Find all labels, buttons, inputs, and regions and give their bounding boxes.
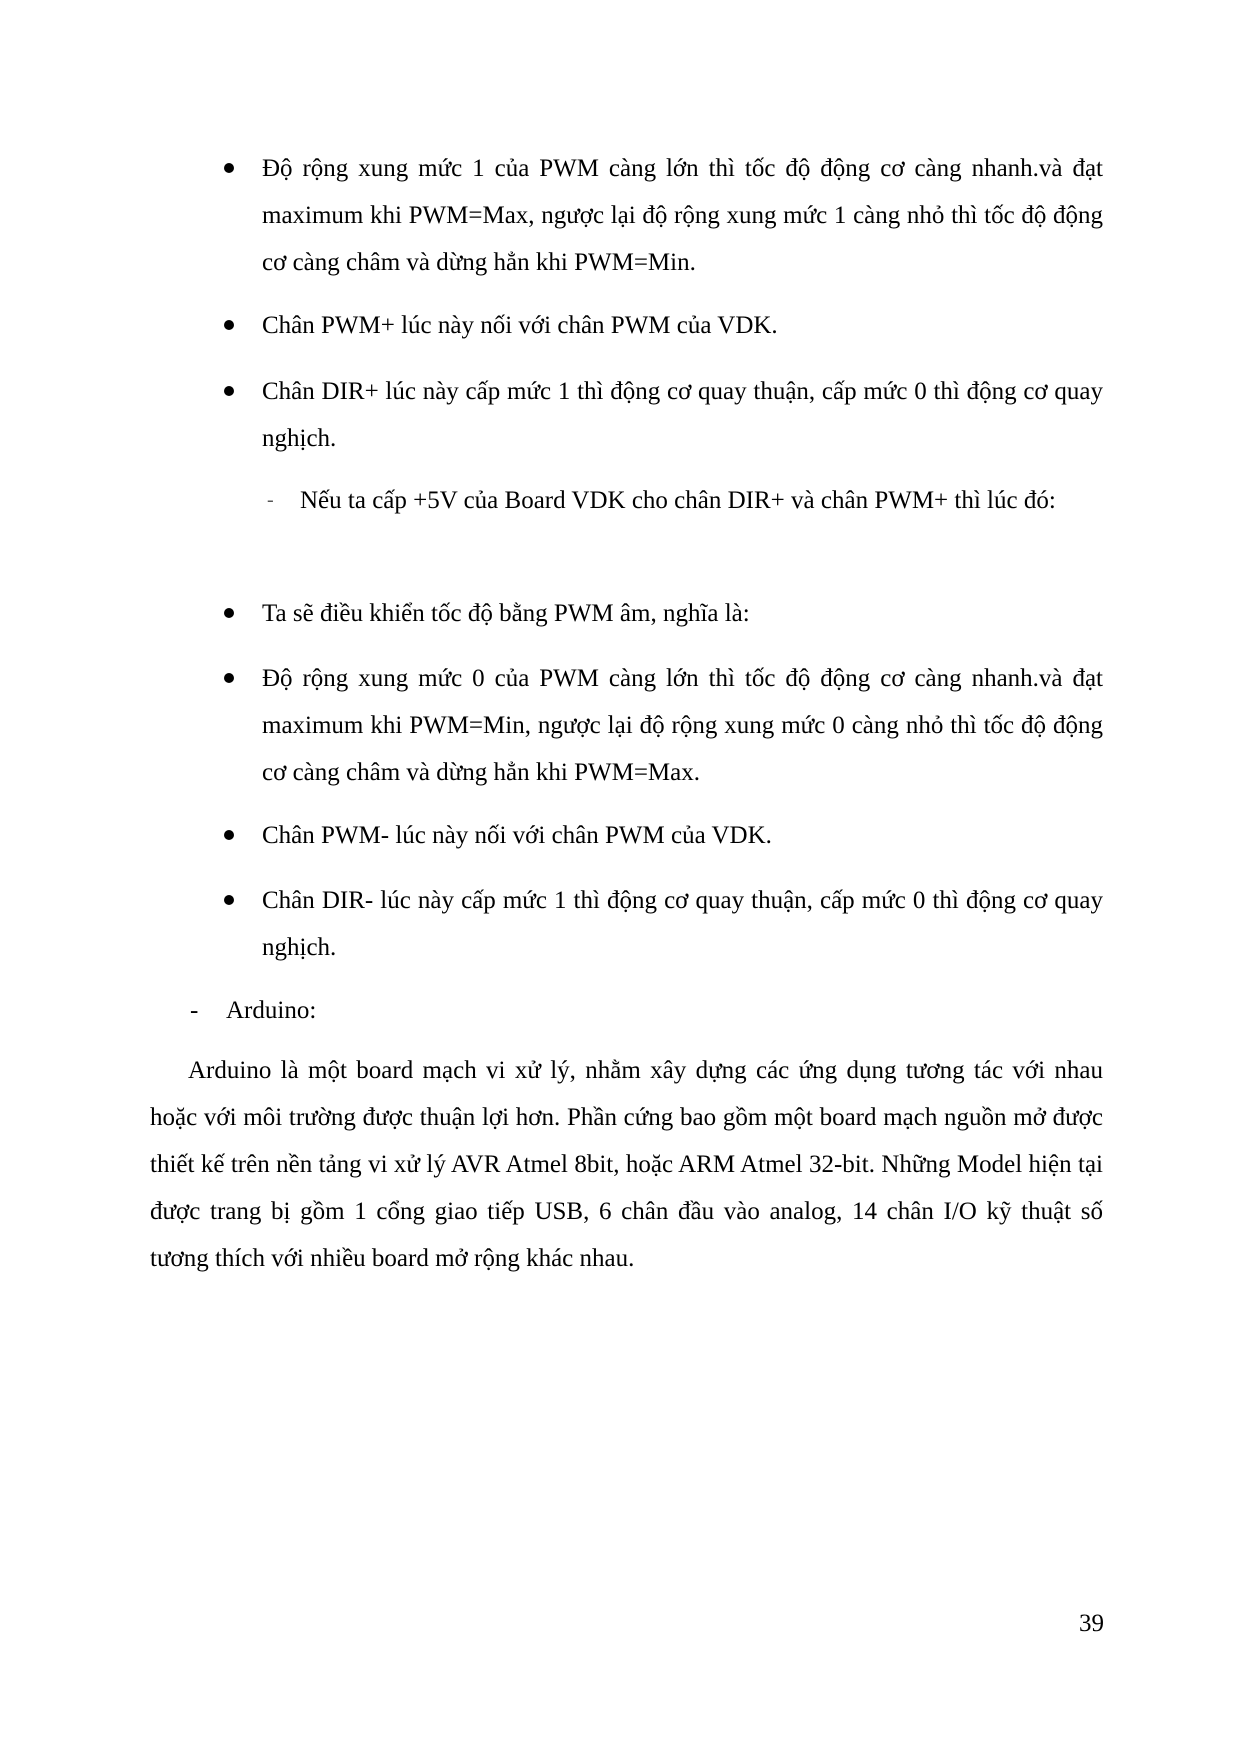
bullet-item xyxy=(218,812,1103,859)
bullet-text: Chân PWM- lúc này nối với chân PWM của VDK. xyxy=(262,822,772,849)
bullet-dot-icon xyxy=(224,673,234,683)
bullet-dot-icon xyxy=(224,320,234,330)
bullet-text: Chân DIR- lúc này cấp mức 1 thì động cơ quay thuận, cấp mức 0 thì động cơ quay nghịch. xyxy=(262,887,1103,961)
bullet-dot-icon xyxy=(224,386,234,396)
bullet-dot-icon xyxy=(224,830,234,840)
bullet-item xyxy=(218,590,1103,637)
bullet-text: Chân DIR+ lúc này cấp mức 1 thì động cơ quay thuận, cấp mức 0 thì động cơ quay nghịch. xyxy=(262,378,1103,452)
bullet-item xyxy=(218,877,1103,971)
bullet-item xyxy=(218,145,1103,286)
bullet-dot-icon xyxy=(224,895,234,905)
sub-dash-text: Nếu ta cấp +5V của Board VDK cho chân DIR+ và chân PWM+ thì lúc đó: xyxy=(300,487,1056,514)
sub-dash-item xyxy=(262,477,1103,524)
bullet-text: Ta sẽ điều khiển tốc độ bằng PWM âm, nghĩa là: xyxy=(262,600,750,627)
section-heading xyxy=(190,987,1090,1034)
page-number: 39 xyxy=(1079,1610,1104,1637)
bullet-item xyxy=(218,368,1103,462)
dash-marker: - xyxy=(190,997,199,1024)
dash-marker: - xyxy=(267,489,274,511)
bullet-dot-icon xyxy=(224,608,234,618)
bullet-dot-icon xyxy=(224,163,234,173)
body-paragraph: Arduino là một board mạch vi xử lý, nhằm xây dựng các ứng dụng tương tác với nhau hoặc với môi trường được thuận lợi hơn. Phần cứng bao gồm một board mạch nguồn mở được thiết kế trên nền tảng vi xử lý AVR Atmel 8bit, hoặc ARM Atmel 32-bit. Những Model hiện tại được trang bị gồm 1 cổng giao tiếp USB, 6 chân đầu vào analog, 14 chân I/O kỹ thuật số tương thích với nhiều board mở rộng khác nhau. xyxy=(150,1057,1103,1272)
bullet-text: Chân PWM+ lúc này nối với chân PWM của VDK. xyxy=(262,312,778,339)
bullet-item xyxy=(218,302,1103,349)
bullet-item xyxy=(218,655,1103,796)
bullet-text: Độ rộng xung mức 0 của PWM càng lớn thì tốc độ động cơ càng nhanh.và đạt maximum khi PWM=Min, ngược lại độ rộng xung mức 0 càng nhỏ thì tốc độ động cơ càng châm và dừng hẳn khi PWM=Max. xyxy=(262,665,1103,786)
section-heading-text: Arduino: xyxy=(226,997,317,1024)
bullet-text: Độ rộng xung mức 1 của PWM càng lớn thì tốc độ động cơ càng nhanh.và đạt maximum khi PWM=Max, ngược lại độ rộng xung mức 1 càng nhỏ thì tốc độ động cơ càng châm và dừng hẳn khi PWM=Min. xyxy=(262,155,1103,276)
